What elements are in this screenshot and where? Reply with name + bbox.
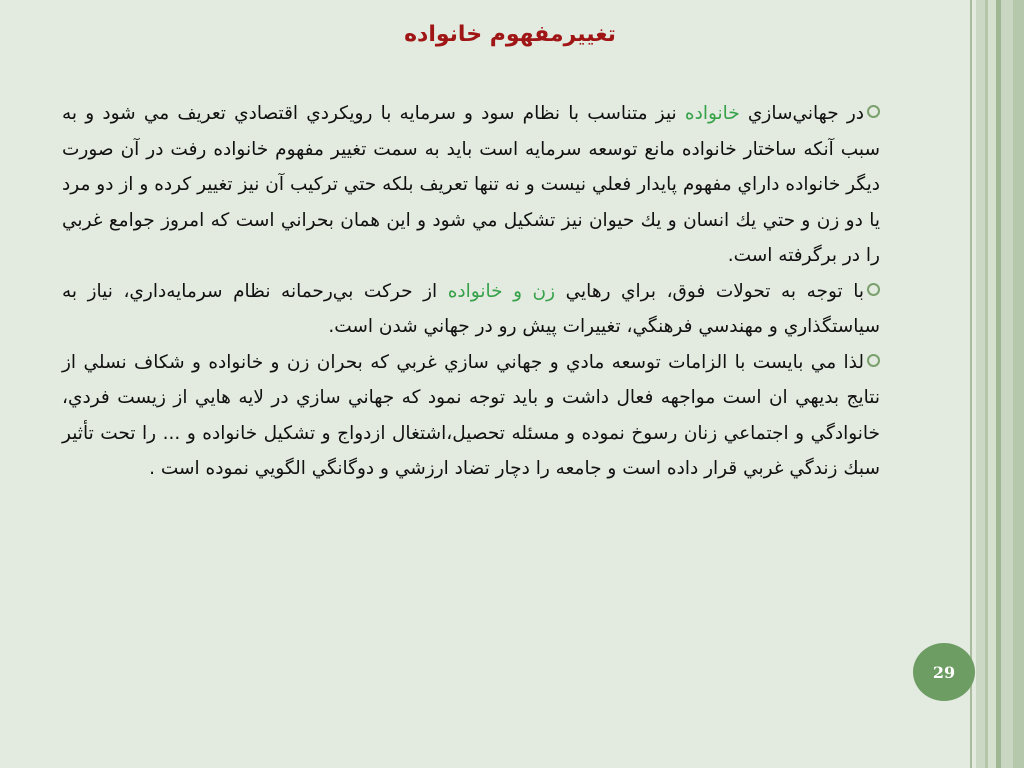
decorative-stripe <box>1013 0 1024 768</box>
bullet-circle-icon <box>867 283 880 296</box>
page-number-badge: 29 <box>913 643 975 701</box>
decorative-stripe <box>988 0 996 768</box>
paragraph-text: در جهاني‌سازي <box>739 103 865 124</box>
bullet-paragraph-3 <box>62 345 880 487</box>
slide-content <box>62 96 880 487</box>
highlighted-term: زن و خانواده <box>447 280 556 302</box>
paragraph-text: از حرکت بي‌رحمانه نظام سرمايه‌داري، نياز به سياستگذاري و مهندسي فرهنگي، تغييرات پيش رو در جهاني شدن است. <box>62 280 880 337</box>
paragraph-text: نيز متناسب با نظام سود و سرمايه با رويكردي اقتصادي تعريف مي شود و به سبب آنكه ساختار خانواده مانع توسعه سرمايه است بايد به سمت تغيير مفهوم خانواده رفت در آن صورت ديگر خانواده داراي مفهوم پايدار فعلي نيست و نه تنها تعريف بلكه حتي تركيب آن نيز تغيير كرده و از دو مرد يا دو زن و حتي يك انسان و يك حيوان نيز تشكيل مي شود و اين همان بحراني است كه امروز جوامع غربي را در برگرفته است. <box>62 103 880 266</box>
decorative-stripe <box>976 0 985 768</box>
bullet-paragraph-1 <box>62 96 880 274</box>
highlighted-term: خانواده <box>684 103 740 124</box>
slide-title: تغییرمفهوم خانواده <box>404 22 616 47</box>
bullet-circle-icon <box>867 354 880 367</box>
decorative-stripe <box>1001 0 1013 768</box>
paragraph-text: لذا مي بايست با الزامات توسعه مادي و جهاني سازي غربي كه بحران زن و خانواده و شكاف نسلي از نتايج بديهي ان است مواجهه فعال داشت و بايد توجه نمود كه جهاني سازي در لايه هايي از زيست فردي، خانوادگي و اجتماعي زنان رسوخ نموده و مسئله تحصيل،اشتغال ازدواج و تشكيل خانواده و ... را تحت تأثير سبك زندگي غربي قرار داده است و جامعه را دچار تضاد ارزشي و دوگانگي الگويي نموده است . <box>62 351 880 479</box>
paragraph-text: با توجه به تحولات فوق، براي رهايي <box>555 280 864 302</box>
bullet-paragraph-2 <box>62 274 880 345</box>
bullet-circle-icon <box>867 105 880 118</box>
